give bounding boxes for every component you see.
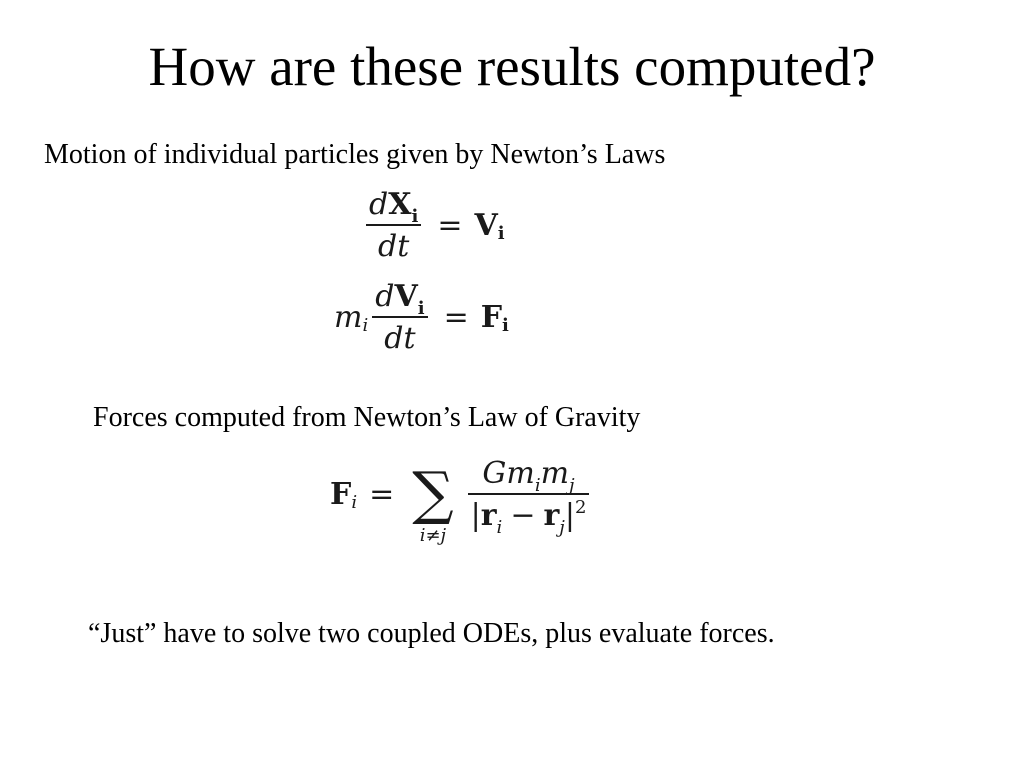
minus-sign: −	[510, 498, 536, 533]
force-vector: F	[330, 477, 352, 512]
position-equation	[362, 187, 505, 264]
abs-bar-left: |	[470, 498, 481, 533]
fraction-denominator: dt	[378, 229, 410, 264]
velocity-derivative-fraction	[372, 279, 427, 356]
slide-title: How are these results computed?	[148, 36, 876, 97]
fraction-denominator	[468, 495, 590, 538]
position-derivative-fraction	[366, 187, 421, 264]
mass-subscript: i	[362, 315, 369, 336]
fraction-denominator: dt	[384, 321, 416, 356]
forces-text: Forces computed from Newton’s Law of Gravity	[93, 402, 641, 433]
equals-sign: =	[443, 300, 469, 335]
velocity-equation	[334, 279, 509, 356]
force-subscript: i	[351, 492, 358, 513]
fraction-numerator	[372, 279, 427, 319]
exponent: 2	[574, 497, 587, 518]
summation	[412, 459, 454, 546]
mass-j-subscript: j	[569, 475, 575, 496]
r-i-subscript: i	[496, 517, 503, 538]
force-subscript: i	[502, 315, 509, 336]
position-vector: X	[388, 187, 412, 222]
position-r-i: r	[480, 498, 497, 533]
differential-d: d	[375, 279, 395, 314]
mass-i-subscript: i	[534, 475, 541, 496]
equals-sign: =	[437, 208, 463, 243]
position-subscript: i	[411, 206, 419, 227]
gravity-equation	[330, 455, 593, 546]
gravity-fraction	[468, 456, 590, 538]
fraction-numerator	[366, 187, 421, 227]
velocity-subscript: i	[417, 298, 425, 319]
velocity-subscript: i	[497, 223, 505, 244]
r-j-subscript: j	[559, 517, 565, 538]
gravitational-constant: G	[482, 456, 507, 491]
velocity-vector: V	[474, 208, 498, 243]
motion-text: Motion of individual particles given by Newton’s Laws	[44, 139, 666, 170]
just-text: “Just” have to solve two coupled ODEs, plus evaluate forces.	[88, 618, 775, 649]
velocity-vector: V	[394, 279, 418, 314]
abs-bar-right: |	[564, 498, 575, 533]
position-r-j: r	[543, 498, 560, 533]
sigma-symbol: ∑	[412, 459, 454, 527]
mass-symbol: m	[334, 300, 363, 335]
mass-i: m	[506, 456, 535, 491]
force-vector: F	[480, 300, 503, 335]
summation-index: i≠j	[419, 525, 447, 546]
fraction-numerator	[479, 456, 577, 496]
equals-sign: =	[369, 477, 395, 512]
mass-j: m	[540, 456, 570, 491]
differential-d: d	[369, 187, 389, 222]
